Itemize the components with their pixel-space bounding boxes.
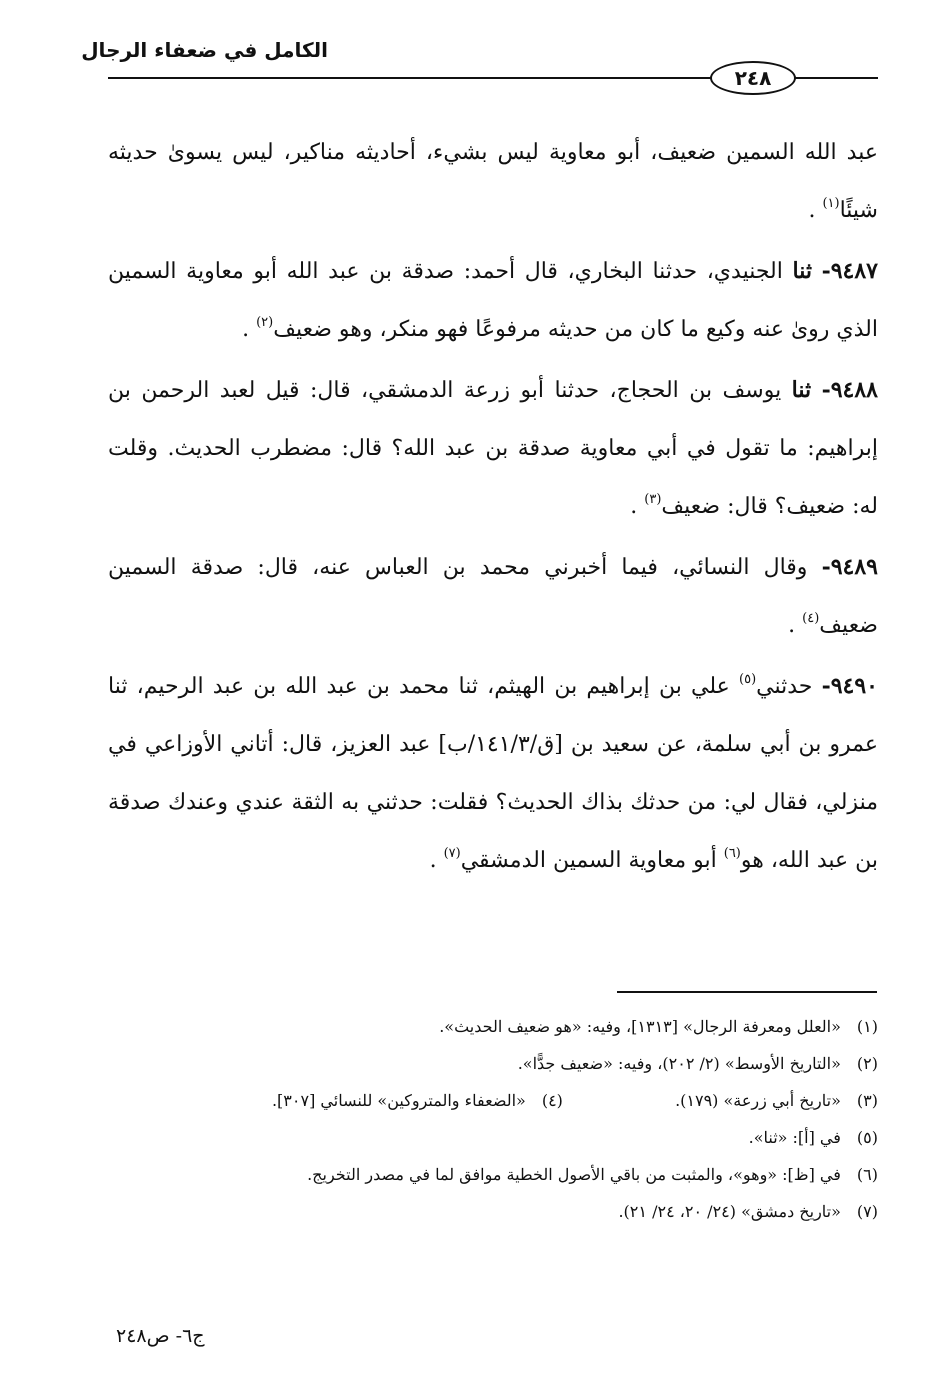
entry-9489 (108, 538, 878, 655)
footnote-label: (٣) (856, 1091, 878, 1110)
entry-number: ٩٤٨٩- (821, 554, 878, 580)
footnote-2 (108, 1045, 878, 1082)
footnote-label: (٧) (856, 1202, 878, 1221)
footnote-label: (٤) (541, 1091, 563, 1110)
footnote-text: «التاريخ الأوسط» (٢/ ٢٠٢)، وفيه: «ضعيف جدًّا». (517, 1054, 841, 1073)
entry-9490 (108, 657, 878, 890)
entry-keyword: ثنا (791, 377, 812, 403)
paragraph-intro (108, 124, 878, 240)
entry-text: علي بن إبراهيم بن الهيثم، ثنا محمد بن عبد الله بن عبد الرحيم، ثنا عمرو بن أبي سلمة، عن سعيد بن [ق/١٤١/٣/ب] عبد العزيز، قال: أتاني الأوزاعي في منزلي، فقال لي: من حدثك بذاك الحديث؟ فقلت: حدثني به الثقة عندي وعندك صدقة بن عبد الله، هو (108, 674, 878, 873)
entry-keyword: ثنا (792, 258, 812, 284)
entry-number: ٩٤٨٧- (821, 258, 878, 284)
footnote-3-4 (108, 1082, 878, 1119)
entry-end: . (429, 848, 437, 873)
footnote-6 (108, 1156, 878, 1193)
entry-text: الجنيدي، حدثنا البخاري، قال أحمد: صدقة بن عبد الله أبو معاوية السمين الذي روىٰ عنه وكيع ما كان من حديثه مرفوعًا فهو منكر، وهو ضعيف (108, 259, 878, 342)
entry-9487 (108, 242, 878, 359)
footnote-text: «العلل ومعرفة الرجال» [١٣١٣]، وفيه: «هو ضعيف الحديث». (439, 1017, 841, 1036)
footnote-4 (272, 1091, 563, 1110)
entry-9488 (108, 361, 878, 536)
entry-text: حدثني (756, 674, 813, 699)
footnote-1 (108, 1008, 878, 1045)
footnote-label: (٦) (856, 1165, 878, 1184)
footnote-ref: (٦) (723, 846, 741, 861)
entry-number: ٩٤٨٨- (821, 377, 878, 403)
footnote-ref: (٧) (443, 846, 461, 861)
paragraph-text: عبد الله السمين ضعيف، أبو معاوية ليس بشيء، أحاديثه مناكير، ليس يسوىٰ حديثه شيئًا (108, 140, 878, 223)
main-text (108, 124, 878, 892)
entry-text: وقال النسائي، فيما أخبرني محمد بن العباس عنه، قال: صدقة السمين ضعيف (108, 555, 878, 638)
footnote-label: (١) (856, 1017, 878, 1036)
paragraph-end: . (808, 198, 816, 223)
footnote-ref: (١) (822, 196, 840, 211)
footnote-label: (٢) (856, 1054, 878, 1073)
footnote-separator (617, 991, 877, 993)
footnote-3 (568, 1082, 878, 1119)
footnote-ref: (٥) (739, 672, 757, 687)
footnote-ref: (٢) (256, 315, 274, 330)
entry-text: أبو معاوية السمين الدمشقي (460, 848, 717, 873)
entry-end: . (242, 317, 250, 342)
footnote-ref: (٣) (644, 492, 662, 507)
footnote-text: «تاريخ دمشق» (٢٤/ ٢٠، ٢٤/ ٢١). (618, 1202, 841, 1221)
footnote-text: «الضعفاء والمتروكين» للنسائي [٣٠٧]. (271, 1091, 526, 1110)
volume-page-reference: ج٦- ص٢٤٨ (116, 1325, 205, 1347)
entry-text: يوسف بن الحجاج، حدثنا أبو زرعة الدمشقي، قال: قيل لعبد الرحمن بن إبراهيم: ما تقول في أبي معاوية صدقة بن عبد الله؟ قال: مضطرب الحديث. وقلت له: ضعيف؟ قال: ضعيف (108, 378, 878, 519)
footnote-ref: (٤) (802, 611, 820, 626)
entry-end: . (788, 613, 796, 638)
footnote-text: «تاريخ أبي زرعة» (١٧٩). (675, 1091, 841, 1110)
entry-end: . (630, 494, 638, 519)
entry-number: ٩٤٩٠- (821, 673, 878, 699)
footnote-text: في [ظ]: «وهو»، والمثبت من باقي الأصول الخطية موافق لما في مصدر التخريج. (307, 1165, 841, 1184)
footnote-text: في [أ]: «ثنا». (748, 1128, 841, 1147)
footnote-5 (108, 1119, 878, 1156)
running-title: الكامل في ضعفاء الرجال (81, 38, 328, 62)
page-number: ٢٤٨ (710, 61, 796, 95)
footnote-label: (٥) (856, 1128, 878, 1147)
footnotes (108, 1008, 878, 1230)
footnote-7 (108, 1193, 878, 1230)
